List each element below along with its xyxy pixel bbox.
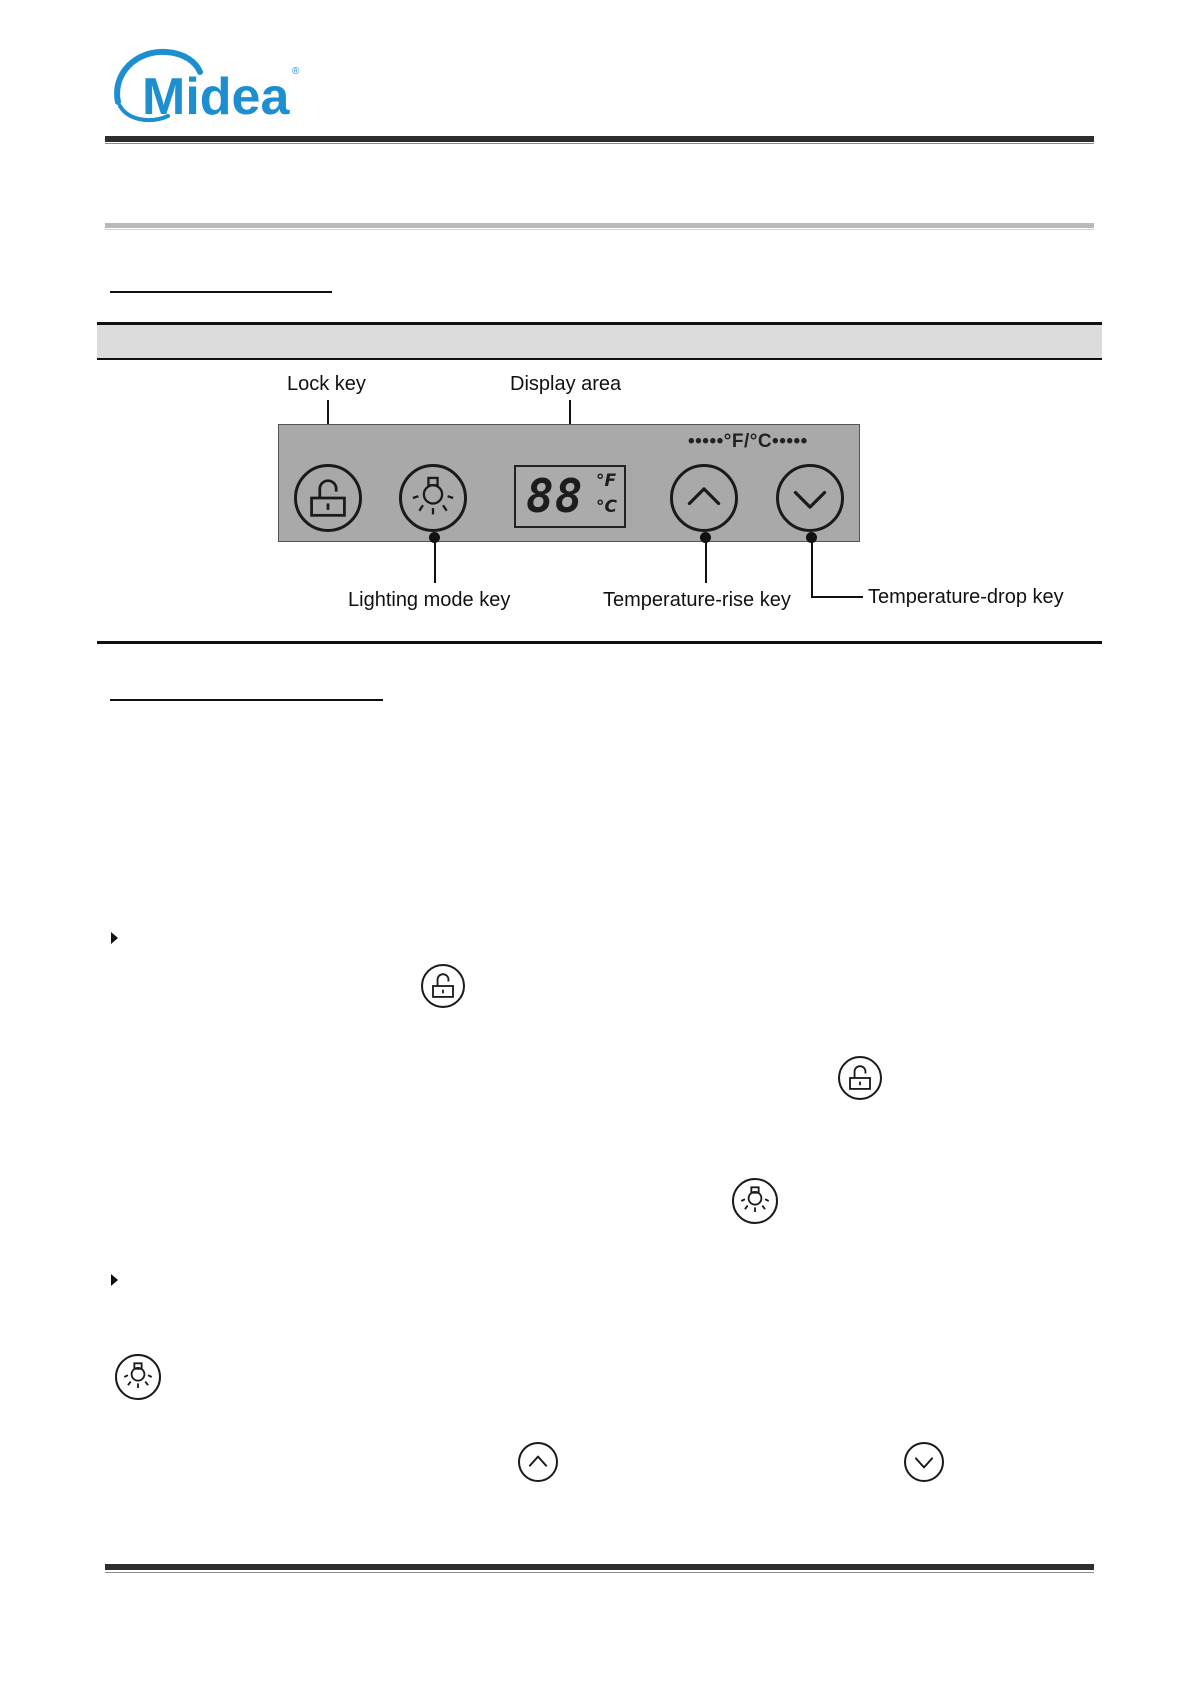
callout-display-area: Display area — [510, 373, 622, 395]
temperature-drop-key-button[interactable] — [776, 464, 844, 532]
lock-icon — [840, 1058, 880, 1098]
bullet-marker-1 — [111, 932, 118, 944]
callout-temperature-rise-key: Temperature-rise key — [603, 589, 791, 611]
callout-lock-key: Lock key — [287, 373, 366, 395]
footer-rule — [105, 1564, 1094, 1570]
chevron-down-icon — [906, 1444, 942, 1480]
inline-lock-icon-2 — [838, 1056, 882, 1100]
display-unit-f: °F — [596, 471, 617, 491]
temperature-rise-key-button[interactable] — [670, 464, 738, 532]
footer-rule-thin — [105, 1572, 1094, 1573]
figure-bottom-border — [97, 641, 1102, 644]
inline-light-icon-1 — [732, 1178, 778, 1224]
leader-temperature-rise-key — [705, 538, 707, 583]
light-bulb-icon — [117, 1356, 159, 1398]
subheader-rule-thin — [105, 229, 1094, 230]
callout-lighting-mode-key: Lighting mode key — [348, 589, 511, 611]
leader-temperature-drop-key — [811, 538, 813, 598]
header-rule — [105, 136, 1094, 142]
lock-icon — [423, 966, 463, 1006]
figure-band-border — [97, 358, 1102, 360]
header-rule-thin — [105, 143, 1094, 144]
leader-lighting-mode-key — [434, 538, 436, 583]
chevron-down-icon — [779, 467, 841, 529]
registered-mark: ® — [292, 66, 300, 77]
light-bulb-icon — [734, 1180, 776, 1222]
midea-logo-mark — [110, 44, 310, 128]
section-heading-underline-2 — [110, 699, 383, 701]
unit-toggle-label: •••••°F/°C••••• — [688, 431, 808, 452]
figure-caption-band — [97, 325, 1102, 358]
display-digits: 88 — [526, 469, 584, 523]
inline-lock-icon-1 — [421, 964, 465, 1008]
section-heading-underline-1 — [110, 291, 332, 293]
chevron-up-icon — [520, 1444, 556, 1480]
display-area — [514, 465, 626, 528]
inline-down-icon — [904, 1442, 944, 1482]
lock-icon — [297, 467, 359, 529]
lighting-mode-key-button[interactable] — [399, 464, 467, 532]
midea-logo — [110, 44, 310, 128]
chevron-up-icon — [673, 467, 735, 529]
display-unit-c: °C — [596, 497, 617, 517]
inline-light-icon-2 — [115, 1354, 161, 1400]
leader-temperature-drop-key-horizontal — [811, 596, 863, 598]
callout-temperature-drop-key: Temperature-drop key — [868, 586, 1064, 608]
subheader-rule — [105, 223, 1094, 228]
lock-key-button[interactable] — [294, 464, 362, 532]
inline-up-icon — [518, 1442, 558, 1482]
logo-text: Midea — [142, 68, 290, 126]
light-bulb-icon — [402, 467, 464, 529]
bullet-marker-2 — [111, 1274, 118, 1286]
